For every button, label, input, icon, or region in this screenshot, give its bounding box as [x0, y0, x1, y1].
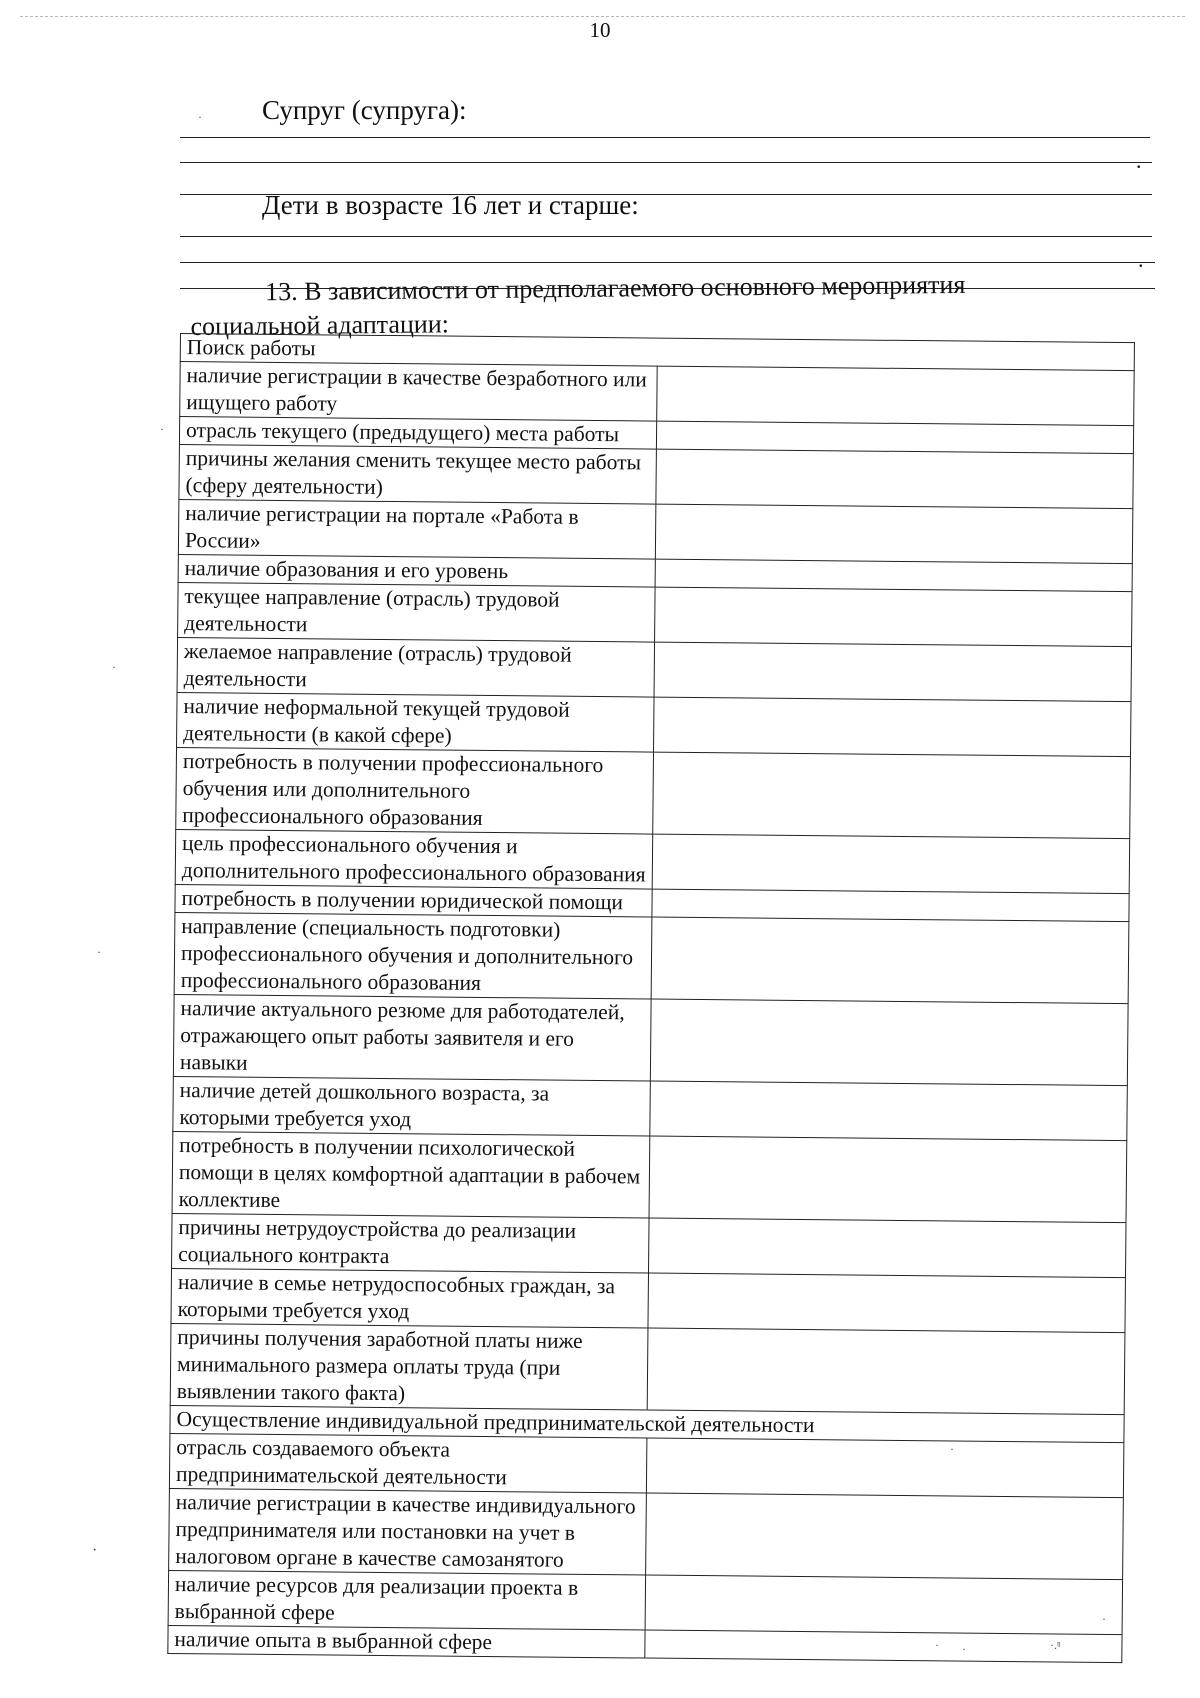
table-row — [178, 499, 1132, 563]
scan-speck: · — [950, 1442, 954, 1456]
question-cell: наличие опыта в выбранной сфере — [168, 1625, 645, 1658]
line-end-dot: . — [1136, 148, 1142, 173]
table-row — [174, 912, 1129, 1003]
question-cell: отрасль текущего (предыдущего) места работы — [179, 417, 656, 450]
section-header-cell: Осуществление индивидуальной предпринимательской деятельности — [170, 1405, 1124, 1442]
question-cell: потребность в получении психологической помощи в целях комфортной адаптации в рабочем коллективе — [172, 1131, 650, 1218]
section-13-line1: 13. В зависимости от предполагаемого основного мероприятия — [265, 269, 966, 307]
table-row — [169, 1433, 1123, 1497]
question-cell: отрасль создаваемого объекта предпринимательской деятельности — [169, 1433, 647, 1493]
question-cell: наличие образования и его уровень — [178, 554, 655, 587]
answer-cell[interactable] — [646, 1493, 1124, 1580]
scan-speck: · — [92, 1542, 98, 1559]
answer-line — [180, 137, 1150, 138]
section-13-heading — [190, 268, 966, 344]
scan-speck: · — [935, 1638, 939, 1652]
answer-cell[interactable] — [652, 834, 1130, 894]
question-cell: наличие детей дошкольного возраста, за которыми требуется уход — [173, 1076, 651, 1136]
table-row — [177, 692, 1131, 756]
question-cell: текущее направление (отрасль) трудовой деятельности — [178, 582, 656, 642]
table-row — [176, 747, 1131, 838]
table-row — [173, 994, 1128, 1085]
line-end-dot: . — [1138, 247, 1144, 272]
question-cell: причины получения заработной платы ниже минимального размера оплаты труда (при выявлении такого факта) — [170, 1323, 648, 1410]
answer-cell[interactable] — [656, 449, 1134, 509]
table-body — [168, 334, 1135, 1663]
question-cell: наличие в семье нетрудоспособных граждан, за которыми требуется уход — [171, 1268, 649, 1328]
answer-line — [180, 162, 1152, 163]
scan-top-edge-line — [20, 16, 1185, 17]
answer-cell[interactable] — [657, 366, 1135, 426]
page-number: 10 — [589, 18, 611, 42]
question-cell: наличие актуального резюме для работодателей, отражающего опыт работы заявителя и его навыки — [173, 994, 651, 1081]
answer-cell[interactable] — [648, 1218, 1126, 1278]
social-adaptation-table — [167, 333, 1135, 1663]
table-row — [172, 1213, 1126, 1277]
section-13-line2: социальной адаптации: — [190, 309, 450, 341]
table-row — [168, 1570, 1122, 1634]
answer-cell[interactable] — [645, 1575, 1123, 1635]
question-cell: желаемое направление (отрасль) трудовой деятельности — [177, 637, 655, 697]
question-cell: причины желания сменить текущее место работы (сферу деятельности) — [179, 444, 657, 504]
table-row — [179, 444, 1133, 508]
scan-speck: · — [962, 1642, 966, 1656]
question-cell: наличие регистрации в качестве безработного или ищущего работу — [180, 362, 658, 422]
table-row — [169, 1488, 1124, 1579]
question-cell: наличие ресурсов для реализации проекта в выбранной сфере — [168, 1570, 646, 1630]
question-cell: причины нетрудоустройства до реализации социального контракта — [172, 1213, 650, 1273]
answer-cell[interactable] — [650, 999, 1128, 1086]
answer-cell[interactable] — [655, 587, 1133, 647]
table-row — [175, 829, 1129, 893]
question-cell: наличие неформальной текущей трудовой деятельности (в какой сфере) — [177, 692, 655, 752]
question-cell: цель профессионального обучения и дополнительного профессионального образования — [175, 829, 653, 889]
table-row — [173, 1076, 1127, 1140]
answer-cell[interactable] — [648, 1273, 1126, 1333]
table-row — [171, 1268, 1125, 1332]
question-cell: потребность в получении профессионального обучения или дополнительного профессионального образования — [176, 747, 654, 834]
spouse-label: Супруг (супруга): — [262, 95, 467, 125]
table-row — [170, 1323, 1125, 1414]
scan-speck: · — [1102, 1612, 1106, 1626]
scan-speck: · — [112, 660, 116, 674]
children-label: Дети в возрасте 16 лет и старше: — [262, 190, 639, 220]
table-row — [177, 637, 1131, 701]
table-row — [178, 582, 1132, 646]
answer-cell[interactable] — [650, 1081, 1128, 1141]
question-cell: наличие регистрации в качестве индивидуального предпринимателя или постановки на учет в налоговом органе в качестве самозанятого — [169, 1488, 647, 1575]
answer-cell[interactable] — [651, 917, 1129, 1004]
scan-speck: ·.ᵑ — [1050, 1638, 1061, 1652]
answer-cell[interactable] — [646, 1438, 1124, 1498]
answer-cell[interactable] — [653, 697, 1131, 757]
answer-cell[interactable] — [649, 1136, 1127, 1223]
section-header-cell: Поиск работы — [180, 334, 1134, 371]
answer-cell[interactable] — [654, 642, 1132, 702]
answer-cell[interactable] — [653, 752, 1131, 839]
question-cell: наличие регистрации на портале «Работа в России» — [178, 499, 656, 559]
scan-speck: · — [160, 422, 164, 436]
scan-speck: · — [198, 110, 202, 124]
answer-line — [180, 236, 1152, 237]
question-cell: направление (специальность подготовки) профессионального обучения и дополнительного профессионального образования — [174, 912, 652, 999]
answer-cell[interactable] — [655, 559, 1132, 592]
table-row — [172, 1131, 1127, 1222]
scan-speck: · — [97, 945, 101, 959]
question-cell: потребность в получении юридической помощи — [175, 884, 652, 917]
answer-cell[interactable] — [647, 1328, 1125, 1415]
answer-line — [180, 262, 1155, 263]
answer-cell[interactable] — [652, 889, 1129, 922]
table-row — [180, 362, 1134, 426]
answer-cell[interactable] — [655, 504, 1133, 564]
